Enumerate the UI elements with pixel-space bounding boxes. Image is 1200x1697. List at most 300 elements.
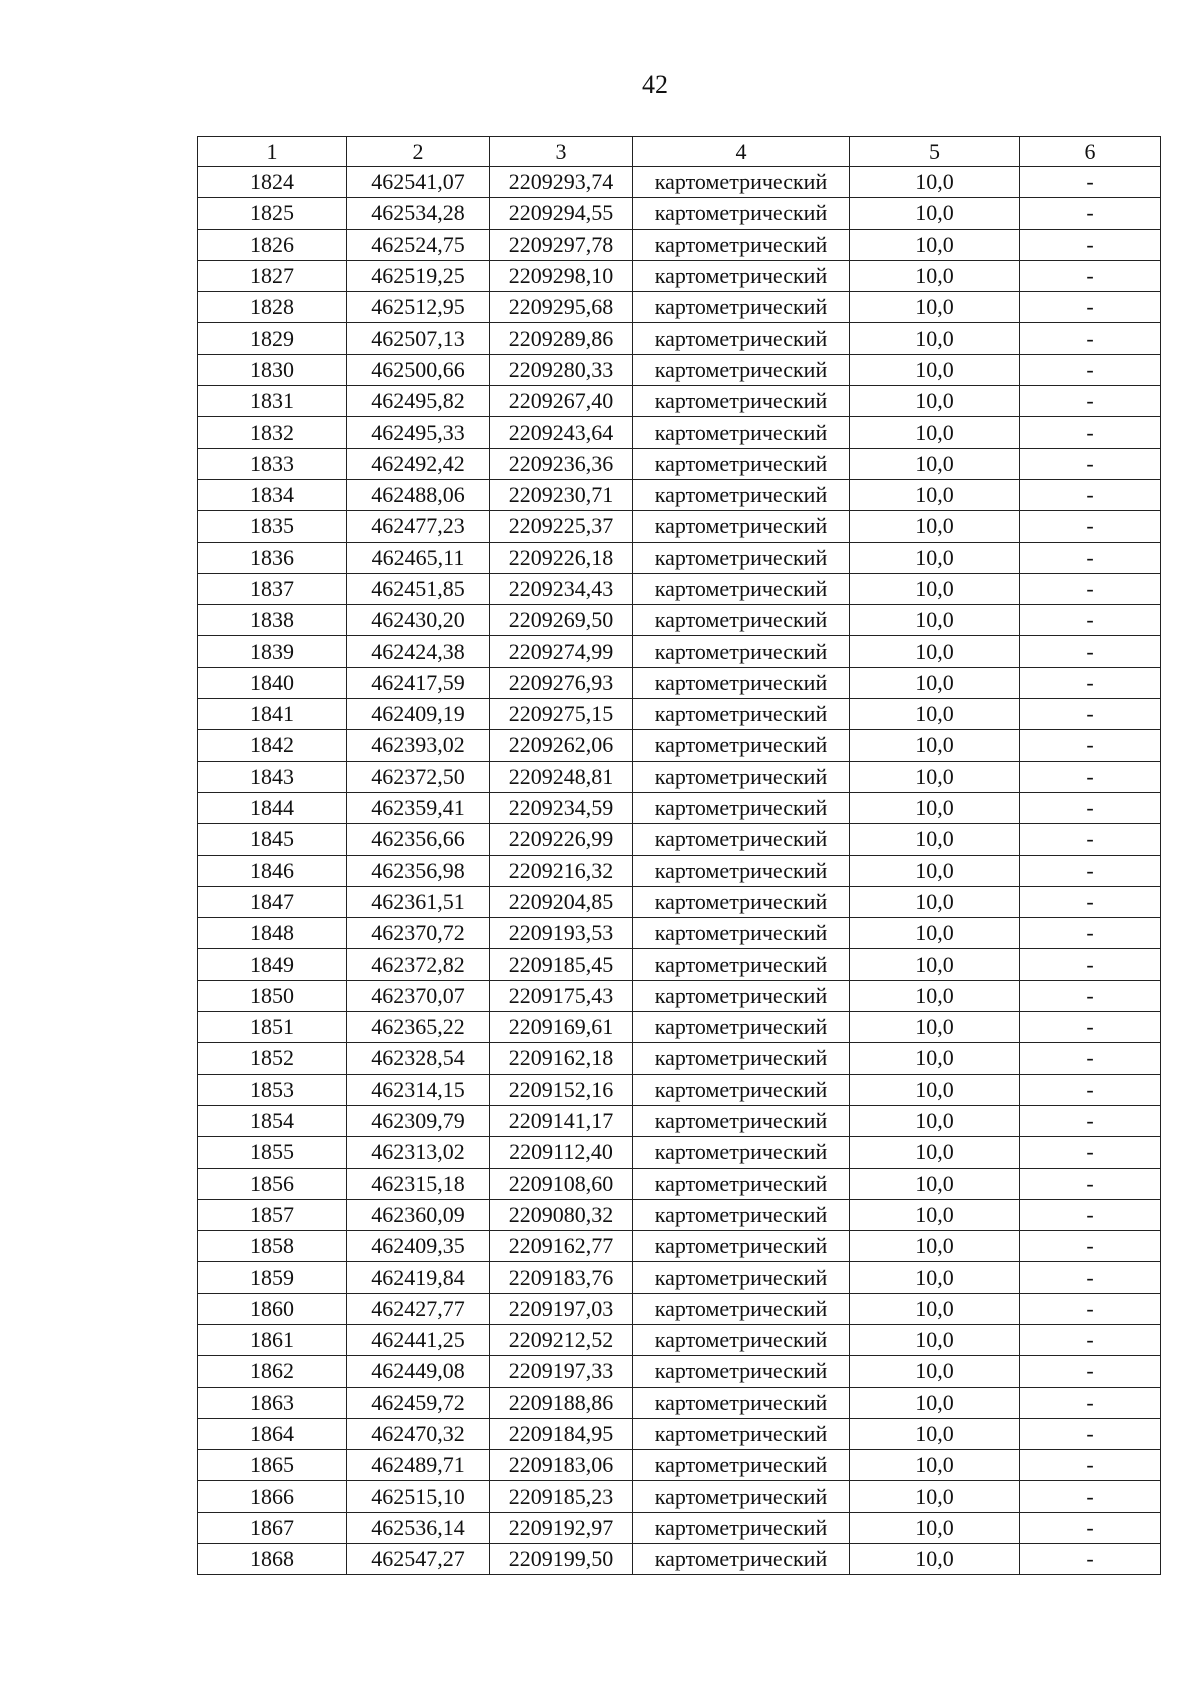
x-coordinate-cell: 462315,18: [347, 1168, 490, 1199]
x-coordinate-cell: 462314,15: [347, 1074, 490, 1105]
method-cell: картометрический: [633, 1231, 850, 1262]
x-coordinate-cell: 462417,59: [347, 667, 490, 698]
table-row: [198, 949, 1161, 980]
point-number-cell: 1824: [198, 167, 347, 198]
x-coordinate-cell: 462547,27: [347, 1544, 490, 1575]
y-coordinate-cell: 2209197,03: [490, 1293, 633, 1324]
note-cell: -: [1020, 1293, 1161, 1324]
table-row: [198, 417, 1161, 448]
method-cell: картометрический: [633, 260, 850, 291]
note-cell: -: [1020, 1043, 1161, 1074]
accuracy-cell: 10,0: [850, 292, 1020, 323]
method-cell: картометрический: [633, 354, 850, 385]
note-cell: -: [1020, 667, 1161, 698]
table-row: [198, 730, 1161, 761]
x-coordinate-cell: 462441,25: [347, 1324, 490, 1355]
accuracy-cell: 10,0: [850, 1105, 1020, 1136]
method-cell: картометрический: [633, 855, 850, 886]
point-number-cell: 1858: [198, 1231, 347, 1262]
method-cell: картометрический: [633, 1450, 850, 1481]
method-cell: картометрический: [633, 573, 850, 604]
table-row: [198, 479, 1161, 510]
note-cell: -: [1020, 198, 1161, 229]
table-row: [198, 260, 1161, 291]
table-row: [198, 1105, 1161, 1136]
method-cell: картометрический: [633, 323, 850, 354]
method-cell: картометрический: [633, 1199, 850, 1230]
method-cell: картометрический: [633, 1105, 850, 1136]
method-cell: картометрический: [633, 1512, 850, 1543]
table-row: [198, 1481, 1161, 1512]
note-cell: -: [1020, 323, 1161, 354]
point-number-cell: 1849: [198, 949, 347, 980]
accuracy-cell: 10,0: [850, 1450, 1020, 1481]
point-number-cell: 1857: [198, 1199, 347, 1230]
point-number-cell: 1835: [198, 511, 347, 542]
accuracy-cell: 10,0: [850, 1043, 1020, 1074]
accuracy-cell: 10,0: [850, 323, 1020, 354]
table-row: [198, 1231, 1161, 1262]
y-coordinate-cell: 2209293,74: [490, 167, 633, 198]
y-coordinate-cell: 2209108,60: [490, 1168, 633, 1199]
point-number-cell: 1832: [198, 417, 347, 448]
point-number-cell: 1837: [198, 573, 347, 604]
x-coordinate-cell: 462500,66: [347, 354, 490, 385]
x-coordinate-cell: 462427,77: [347, 1293, 490, 1324]
x-coordinate-cell: 462465,11: [347, 542, 490, 573]
x-coordinate-cell: 462492,42: [347, 448, 490, 479]
accuracy-cell: 10,0: [850, 730, 1020, 761]
table-row: [198, 1199, 1161, 1230]
accuracy-cell: 10,0: [850, 1137, 1020, 1168]
point-number-cell: 1828: [198, 292, 347, 323]
note-cell: -: [1020, 1544, 1161, 1575]
x-coordinate-cell: 462313,02: [347, 1137, 490, 1168]
table-row: [198, 699, 1161, 730]
x-coordinate-cell: 462356,66: [347, 824, 490, 855]
point-number-cell: 1862: [198, 1356, 347, 1387]
point-number-cell: 1863: [198, 1387, 347, 1418]
x-coordinate-cell: 462536,14: [347, 1512, 490, 1543]
table-row: [198, 1418, 1161, 1449]
y-coordinate-cell: 2209183,06: [490, 1450, 633, 1481]
x-coordinate-cell: 462370,07: [347, 980, 490, 1011]
accuracy-cell: 10,0: [850, 1324, 1020, 1355]
note-cell: -: [1020, 605, 1161, 636]
method-cell: картометрический: [633, 198, 850, 229]
x-coordinate-cell: 462365,22: [347, 1012, 490, 1043]
y-coordinate-cell: 2209216,32: [490, 855, 633, 886]
method-cell: картометрический: [633, 1387, 850, 1418]
accuracy-cell: 10,0: [850, 1544, 1020, 1575]
method-cell: картометрический: [633, 1262, 850, 1293]
accuracy-cell: 10,0: [850, 479, 1020, 510]
point-number-cell: 1850: [198, 980, 347, 1011]
table-row: [198, 792, 1161, 823]
accuracy-cell: 10,0: [850, 761, 1020, 792]
point-number-cell: 1826: [198, 229, 347, 260]
table-row: [198, 980, 1161, 1011]
x-coordinate-cell: 462309,79: [347, 1105, 490, 1136]
x-coordinate-cell: 462409,19: [347, 699, 490, 730]
point-number-cell: 1833: [198, 448, 347, 479]
x-coordinate-cell: 462370,72: [347, 918, 490, 949]
method-cell: картометрический: [633, 229, 850, 260]
x-coordinate-cell: 462356,98: [347, 855, 490, 886]
x-coordinate-cell: 462507,13: [347, 323, 490, 354]
table-row: [198, 1356, 1161, 1387]
accuracy-cell: 10,0: [850, 1512, 1020, 1543]
point-number-cell: 1829: [198, 323, 347, 354]
x-coordinate-cell: 462328,54: [347, 1043, 490, 1074]
point-number-cell: 1840: [198, 667, 347, 698]
method-cell: картометрический: [633, 886, 850, 917]
method-cell: картометрический: [633, 1137, 850, 1168]
accuracy-cell: 10,0: [850, 542, 1020, 573]
note-cell: -: [1020, 949, 1161, 980]
accuracy-cell: 10,0: [850, 1012, 1020, 1043]
point-number-cell: 1830: [198, 354, 347, 385]
note-cell: -: [1020, 636, 1161, 667]
accuracy-cell: 10,0: [850, 1262, 1020, 1293]
y-coordinate-cell: 2209226,99: [490, 824, 633, 855]
method-cell: картометрический: [633, 699, 850, 730]
y-coordinate-cell: 2209275,15: [490, 699, 633, 730]
table-row: [198, 1074, 1161, 1105]
method-cell: картометрический: [633, 1168, 850, 1199]
method-cell: картометрический: [633, 730, 850, 761]
method-cell: картометрический: [633, 605, 850, 636]
method-cell: картометрический: [633, 1012, 850, 1043]
accuracy-cell: 10,0: [850, 792, 1020, 823]
x-coordinate-cell: 462489,71: [347, 1450, 490, 1481]
accuracy-cell: 10,0: [850, 886, 1020, 917]
coordinates-table: [197, 136, 1161, 1575]
note-cell: -: [1020, 824, 1161, 855]
table-row: [198, 511, 1161, 542]
note-cell: -: [1020, 1199, 1161, 1230]
accuracy-cell: 10,0: [850, 636, 1020, 667]
y-coordinate-cell: 2209294,55: [490, 198, 633, 229]
x-coordinate-cell: 462361,51: [347, 886, 490, 917]
note-cell: -: [1020, 229, 1161, 260]
y-coordinate-cell: 2209188,86: [490, 1387, 633, 1418]
point-number-cell: 1866: [198, 1481, 347, 1512]
accuracy-cell: 10,0: [850, 198, 1020, 229]
point-number-cell: 1861: [198, 1324, 347, 1355]
method-cell: картометрический: [633, 918, 850, 949]
y-coordinate-cell: 2209162,77: [490, 1231, 633, 1262]
accuracy-cell: 10,0: [850, 1356, 1020, 1387]
note-cell: -: [1020, 918, 1161, 949]
table-row: [198, 573, 1161, 604]
y-coordinate-cell: 2209248,81: [490, 761, 633, 792]
y-coordinate-cell: 2209152,16: [490, 1074, 633, 1105]
accuracy-cell: 10,0: [850, 699, 1020, 730]
table-row: [198, 918, 1161, 949]
note-cell: -: [1020, 511, 1161, 542]
y-coordinate-cell: 2209185,23: [490, 1481, 633, 1512]
accuracy-cell: 10,0: [850, 1481, 1020, 1512]
method-cell: картометрический: [633, 824, 850, 855]
table-row: [198, 167, 1161, 198]
accuracy-cell: 10,0: [850, 1293, 1020, 1324]
y-coordinate-cell: 2209274,99: [490, 636, 633, 667]
x-coordinate-cell: 462495,33: [347, 417, 490, 448]
accuracy-cell: 10,0: [850, 1231, 1020, 1262]
note-cell: -: [1020, 1074, 1161, 1105]
point-number-cell: 1841: [198, 699, 347, 730]
accuracy-cell: 10,0: [850, 605, 1020, 636]
accuracy-cell: 10,0: [850, 1168, 1020, 1199]
column-header-3: 3: [490, 137, 633, 167]
method-cell: картометрический: [633, 417, 850, 448]
point-number-cell: 1827: [198, 260, 347, 291]
point-number-cell: 1865: [198, 1450, 347, 1481]
y-coordinate-cell: 2209276,93: [490, 667, 633, 698]
x-coordinate-cell: 462424,38: [347, 636, 490, 667]
y-coordinate-cell: 2209204,85: [490, 886, 633, 917]
y-coordinate-cell: 2209141,17: [490, 1105, 633, 1136]
note-cell: -: [1020, 448, 1161, 479]
point-number-cell: 1864: [198, 1418, 347, 1449]
y-coordinate-cell: 2209243,64: [490, 417, 633, 448]
point-number-cell: 1854: [198, 1105, 347, 1136]
y-coordinate-cell: 2209289,86: [490, 323, 633, 354]
method-cell: картометрический: [633, 292, 850, 323]
note-cell: -: [1020, 260, 1161, 291]
method-cell: картометрический: [633, 792, 850, 823]
point-number-cell: 1836: [198, 542, 347, 573]
point-number-cell: 1844: [198, 792, 347, 823]
x-coordinate-cell: 462519,25: [347, 260, 490, 291]
note-cell: -: [1020, 1356, 1161, 1387]
point-number-cell: 1847: [198, 886, 347, 917]
method-cell: картометрический: [633, 667, 850, 698]
x-coordinate-cell: 462459,72: [347, 1387, 490, 1418]
table-row: [198, 761, 1161, 792]
table-row: [198, 542, 1161, 573]
y-coordinate-cell: 2209295,68: [490, 292, 633, 323]
point-number-cell: 1851: [198, 1012, 347, 1043]
note-cell: -: [1020, 417, 1161, 448]
table-row: [198, 855, 1161, 886]
table-row: [198, 1450, 1161, 1481]
method-cell: картометрический: [633, 949, 850, 980]
note-cell: -: [1020, 792, 1161, 823]
point-number-cell: 1859: [198, 1262, 347, 1293]
note-cell: -: [1020, 1012, 1161, 1043]
y-coordinate-cell: 2209192,97: [490, 1512, 633, 1543]
table-row: [198, 292, 1161, 323]
method-cell: картометрический: [633, 167, 850, 198]
point-number-cell: 1867: [198, 1512, 347, 1543]
note-cell: -: [1020, 479, 1161, 510]
y-coordinate-cell: 2209262,06: [490, 730, 633, 761]
point-number-cell: 1860: [198, 1293, 347, 1324]
x-coordinate-cell: 462372,82: [347, 949, 490, 980]
table-row: [198, 1293, 1161, 1324]
y-coordinate-cell: 2209230,71: [490, 479, 633, 510]
table-body: [198, 167, 1161, 1575]
x-coordinate-cell: 462512,95: [347, 292, 490, 323]
note-cell: -: [1020, 292, 1161, 323]
note-cell: -: [1020, 1105, 1161, 1136]
table-row: [198, 323, 1161, 354]
note-cell: -: [1020, 542, 1161, 573]
x-coordinate-cell: 462488,06: [347, 479, 490, 510]
column-header-4: 4: [633, 137, 850, 167]
note-cell: -: [1020, 1512, 1161, 1543]
point-number-cell: 1845: [198, 824, 347, 855]
x-coordinate-cell: 462541,07: [347, 167, 490, 198]
y-coordinate-cell: 2209225,37: [490, 511, 633, 542]
note-cell: -: [1020, 1387, 1161, 1418]
y-coordinate-cell: 2209199,50: [490, 1544, 633, 1575]
table-row: [198, 636, 1161, 667]
accuracy-cell: 10,0: [850, 980, 1020, 1011]
method-cell: картометрический: [633, 1293, 850, 1324]
accuracy-cell: 10,0: [850, 417, 1020, 448]
note-cell: -: [1020, 699, 1161, 730]
note-cell: -: [1020, 886, 1161, 917]
method-cell: картометрический: [633, 1544, 850, 1575]
point-number-cell: 1855: [198, 1137, 347, 1168]
x-coordinate-cell: 462524,75: [347, 229, 490, 260]
accuracy-cell: 10,0: [850, 1387, 1020, 1418]
accuracy-cell: 10,0: [850, 1199, 1020, 1230]
accuracy-cell: 10,0: [850, 229, 1020, 260]
x-coordinate-cell: 462470,32: [347, 1418, 490, 1449]
y-coordinate-cell: 2209197,33: [490, 1356, 633, 1387]
method-cell: картометрический: [633, 980, 850, 1011]
point-number-cell: 1834: [198, 479, 347, 510]
accuracy-cell: 10,0: [850, 949, 1020, 980]
point-number-cell: 1838: [198, 605, 347, 636]
point-number-cell: 1868: [198, 1544, 347, 1575]
point-number-cell: 1842: [198, 730, 347, 761]
accuracy-cell: 10,0: [850, 1074, 1020, 1105]
note-cell: -: [1020, 1168, 1161, 1199]
accuracy-cell: 10,0: [850, 354, 1020, 385]
x-coordinate-cell: 462515,10: [347, 1481, 490, 1512]
x-coordinate-cell: 462393,02: [347, 730, 490, 761]
table-row: [198, 1512, 1161, 1543]
y-coordinate-cell: 2209112,40: [490, 1137, 633, 1168]
point-number-cell: 1843: [198, 761, 347, 792]
method-cell: картометрический: [633, 479, 850, 510]
table-row: [198, 1262, 1161, 1293]
table-row: [198, 1012, 1161, 1043]
y-coordinate-cell: 2209183,76: [490, 1262, 633, 1293]
note-cell: -: [1020, 1481, 1161, 1512]
page-number: 42: [642, 70, 668, 99]
accuracy-cell: 10,0: [850, 386, 1020, 417]
y-coordinate-cell: 2209269,50: [490, 605, 633, 636]
point-number-cell: 1846: [198, 855, 347, 886]
y-coordinate-cell: 2209297,78: [490, 229, 633, 260]
note-cell: -: [1020, 1450, 1161, 1481]
note-cell: -: [1020, 761, 1161, 792]
y-coordinate-cell: 2209175,43: [490, 980, 633, 1011]
point-number-cell: 1852: [198, 1043, 347, 1074]
y-coordinate-cell: 2209236,36: [490, 448, 633, 479]
column-header-6: 6: [1020, 137, 1161, 167]
y-coordinate-cell: 2209162,18: [490, 1043, 633, 1074]
note-cell: -: [1020, 167, 1161, 198]
y-coordinate-cell: 2209280,33: [490, 354, 633, 385]
x-coordinate-cell: 462449,08: [347, 1356, 490, 1387]
table-row: [198, 605, 1161, 636]
note-cell: -: [1020, 855, 1161, 886]
method-cell: картометрический: [633, 542, 850, 573]
x-coordinate-cell: 462430,20: [347, 605, 490, 636]
method-cell: картометрический: [633, 1043, 850, 1074]
x-coordinate-cell: 462359,41: [347, 792, 490, 823]
method-cell: картометрический: [633, 386, 850, 417]
note-cell: -: [1020, 354, 1161, 385]
note-cell: -: [1020, 1231, 1161, 1262]
x-coordinate-cell: 462534,28: [347, 198, 490, 229]
accuracy-cell: 10,0: [850, 824, 1020, 855]
accuracy-cell: 10,0: [850, 918, 1020, 949]
accuracy-cell: 10,0: [850, 260, 1020, 291]
table-row: [198, 824, 1161, 855]
note-cell: -: [1020, 386, 1161, 417]
point-number-cell: 1825: [198, 198, 347, 229]
accuracy-cell: 10,0: [850, 573, 1020, 604]
table-row: [198, 1137, 1161, 1168]
table-row: [198, 198, 1161, 229]
column-header-1: 1: [198, 137, 347, 167]
accuracy-cell: 10,0: [850, 667, 1020, 698]
table-row: [198, 1043, 1161, 1074]
accuracy-cell: 10,0: [850, 167, 1020, 198]
x-coordinate-cell: 462372,50: [347, 761, 490, 792]
table-row: [198, 1544, 1161, 1575]
x-coordinate-cell: 462360,09: [347, 1199, 490, 1230]
note-cell: -: [1020, 1262, 1161, 1293]
accuracy-cell: 10,0: [850, 448, 1020, 479]
method-cell: картометрический: [633, 1356, 850, 1387]
table-row: [198, 354, 1161, 385]
x-coordinate-cell: 462495,82: [347, 386, 490, 417]
y-coordinate-cell: 2209234,43: [490, 573, 633, 604]
note-cell: -: [1020, 1137, 1161, 1168]
method-cell: картометрический: [633, 1074, 850, 1105]
accuracy-cell: 10,0: [850, 511, 1020, 542]
table-row: [198, 1168, 1161, 1199]
note-cell: -: [1020, 1324, 1161, 1355]
y-coordinate-cell: 2209193,53: [490, 918, 633, 949]
y-coordinate-cell: 2209267,40: [490, 386, 633, 417]
x-coordinate-cell: 462409,35: [347, 1231, 490, 1262]
column-header-2: 2: [347, 137, 490, 167]
note-cell: -: [1020, 730, 1161, 761]
accuracy-cell: 10,0: [850, 1418, 1020, 1449]
header-row: [198, 137, 1161, 167]
method-cell: картометрический: [633, 1324, 850, 1355]
point-number-cell: 1831: [198, 386, 347, 417]
y-coordinate-cell: 2209298,10: [490, 260, 633, 291]
method-cell: картометрический: [633, 761, 850, 792]
method-cell: картометрический: [633, 511, 850, 542]
table-row: [198, 886, 1161, 917]
point-number-cell: 1848: [198, 918, 347, 949]
note-cell: -: [1020, 1418, 1161, 1449]
accuracy-cell: 10,0: [850, 855, 1020, 886]
y-coordinate-cell: 2209185,45: [490, 949, 633, 980]
